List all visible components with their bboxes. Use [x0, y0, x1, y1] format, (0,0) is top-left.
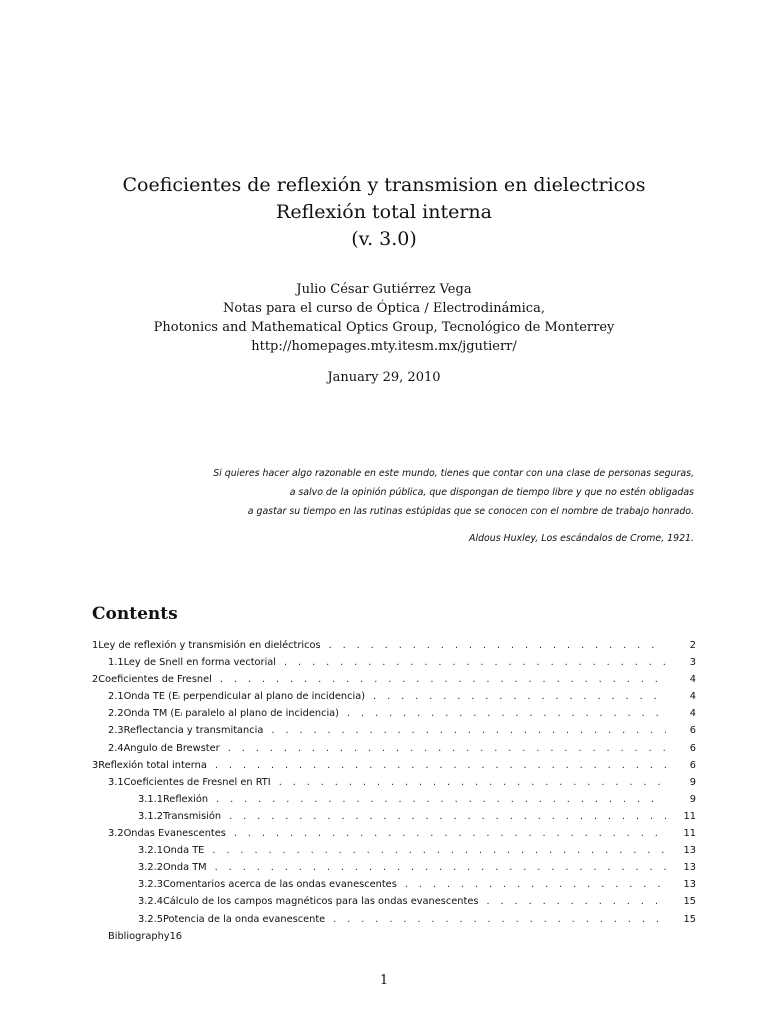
toc-entry-number: 2.3 — [108, 725, 124, 737]
toc-entry[interactable] — [92, 879, 696, 896]
toc-entry-number: 3.2.1 — [138, 845, 163, 857]
toc-entry[interactable] — [92, 760, 696, 777]
toc-entry-page: 6 — [689, 725, 696, 737]
toc-entry-number: 2 — [92, 674, 99, 686]
toc-entry[interactable] — [92, 708, 696, 725]
toc-entry-number: 3.1.2 — [138, 810, 163, 822]
epigraph — [213, 464, 694, 548]
contents-heading: Contents — [92, 604, 178, 624]
toc-entry-title: Ley de reflexión y transmisión en dieléctricos — [98, 640, 321, 651]
toc-entry-page: 2 — [689, 640, 696, 651]
toc-entry-page: 13 — [683, 879, 696, 891]
toc-dot-leader — [347, 708, 666, 719]
course-note: Notas para el curso de Óptica / Electrodinámica, — [223, 301, 545, 316]
toc-entry-title: Potencia de la onda evanescente — [162, 913, 326, 925]
toc-entry-page: 13 — [683, 862, 696, 874]
toc-entry[interactable] — [92, 725, 696, 742]
author-url[interactable]: http://homepages.mty.itesm.mx/jgutierr/ — [251, 339, 517, 354]
toc-dot-leader — [405, 879, 666, 890]
toc-entry[interactable] — [92, 777, 696, 794]
toc-entry-title: Onda TM — [162, 862, 207, 874]
toc-entry-page: 9 — [689, 793, 696, 805]
toc-entry[interactable] — [92, 811, 696, 828]
toc-entry-page: 11 — [683, 828, 696, 840]
toc-entry-number: 2.2 — [108, 708, 124, 720]
author-name: Julio César Gutiérrez Vega — [296, 282, 472, 297]
toc-dot-leader — [234, 828, 666, 839]
toc-entry-title: Ondas Evanescentes — [123, 828, 226, 840]
toc-bibliography-entry[interactable] — [92, 931, 696, 948]
toc-entry[interactable] — [92, 845, 696, 862]
toc-dot-leader — [486, 896, 666, 907]
toc-entry-title: Angulo de Brewster — [123, 742, 220, 754]
toc-entry-number: 2.1 — [108, 691, 124, 703]
toc-dot-leader — [279, 777, 666, 788]
toc-entry[interactable] — [92, 896, 696, 913]
toc-entry-title: Onda TE (Eᵢ perpendicular al plano de incidencia) — [123, 691, 366, 703]
epigraph-attribution: Aldous Huxley, Los escándalos de Crome, 1921. — [469, 533, 694, 544]
toc-entry[interactable] — [92, 828, 696, 845]
toc-dot-leader — [329, 640, 666, 651]
toc-entry-page: 9 — [689, 776, 696, 788]
toc-dot-leader — [271, 725, 666, 736]
toc-entry-number: 3.2.5 — [138, 913, 163, 925]
toc-entry-page: 6 — [689, 742, 696, 754]
toc-entry-page: 15 — [683, 896, 696, 908]
toc-entry[interactable] — [92, 914, 696, 931]
toc-entry[interactable] — [92, 794, 696, 811]
toc-entry-title: Coeficientes de Fresnel en RTI — [123, 776, 271, 788]
toc-entry-title: Ley de Snell en forma vectorial — [123, 657, 277, 669]
epigraph-line-3: a gastar su tiempo en las rutinas estúpidas que se conocen con el nombre de trabajo honrado. — [247, 506, 694, 517]
title-version: (v. 3.0) — [351, 228, 417, 250]
toc-entry-number: 3.1.1 — [138, 793, 163, 805]
toc-entry-page: 4 — [689, 674, 696, 686]
toc-dot-leader — [215, 760, 666, 771]
document-date: January 29, 2010 — [327, 370, 441, 385]
toc-entry-page: 11 — [683, 810, 696, 822]
bibliography-page: 16 — [169, 930, 183, 942]
toc-entry-number: 2.4 — [108, 742, 124, 754]
toc-entry[interactable] — [92, 691, 696, 708]
toc-entry-title: Coeficientes de Fresnel — [98, 674, 212, 686]
toc-dot-leader — [373, 691, 666, 702]
toc-entry-number: 3.1 — [108, 776, 124, 788]
research-group: Photonics and Mathematical Optics Group, Tecnológico de Monterrey — [153, 320, 615, 335]
toc-dot-leader — [228, 743, 666, 754]
toc-entry-title: Transmisión — [162, 810, 222, 822]
toc-entry[interactable] — [92, 743, 696, 760]
toc-entry-number: 3.2 — [108, 828, 124, 840]
toc-entry[interactable] — [92, 657, 696, 674]
toc-entry-title: Reflexión — [162, 793, 209, 805]
epigraph-line-2: a salvo de la opinión pública, que dispongan de tiempo libre y que no estén obligadas — [289, 487, 694, 498]
toc-entry-number: 1.1 — [108, 657, 124, 669]
author-block — [0, 280, 768, 356]
toc-entry-page: 13 — [683, 845, 696, 857]
toc-entry[interactable] — [92, 674, 696, 691]
toc-entry-title: Reflexión total interna — [98, 759, 207, 771]
toc-entry-title: Cálculo de los campos magnéticos para las ondas evanescentes — [162, 896, 479, 908]
toc-entry-page: 4 — [689, 691, 696, 703]
toc-dot-leader — [216, 794, 666, 805]
epigraph-line-1: Si quieres hacer algo razonable en este mundo, tienes que contar con una clase de personas seguras, — [213, 468, 694, 479]
toc-dot-leader — [284, 657, 666, 668]
toc-entry-number: 3.2.3 — [138, 879, 163, 891]
toc-dot-leader — [220, 674, 666, 685]
toc-entry-title: Onda TM (Eᵢ paralelo al plano de incidencia) — [123, 708, 340, 720]
title-line-2: Reflexión total interna — [276, 201, 492, 223]
toc-entry-title: Reflectancia y transmitancia — [123, 725, 264, 737]
toc-dot-leader — [212, 845, 666, 856]
toc-entry-number: 1 — [92, 640, 99, 651]
bibliography-title: Bibliography — [108, 930, 170, 942]
toc-entry-page: 6 — [689, 759, 696, 771]
toc-entry-number: 3.2.4 — [138, 896, 163, 908]
page-number: 1 — [379, 973, 389, 988]
toc-dot-leader — [215, 862, 666, 873]
toc-entry-title: Onda TE — [162, 845, 205, 857]
table-of-contents — [92, 640, 696, 948]
title-block — [0, 172, 768, 253]
toc-entry-page: 4 — [689, 708, 696, 720]
toc-entry[interactable] — [92, 862, 696, 879]
title-line-1: Coeficientes de reflexión y transmision en dielectricos — [122, 174, 646, 196]
toc-entry-title: Comentarios acerca de las ondas evanescentes — [162, 879, 397, 891]
toc-entry-number: 3 — [92, 759, 99, 771]
toc-entry-page: 3 — [689, 657, 696, 669]
toc-entry[interactable] — [92, 640, 696, 657]
toc-entry-page: 15 — [683, 913, 696, 925]
toc-entry-number: 3.2.2 — [138, 862, 163, 874]
toc-dot-leader — [229, 811, 666, 822]
toc-dot-leader — [333, 914, 666, 925]
